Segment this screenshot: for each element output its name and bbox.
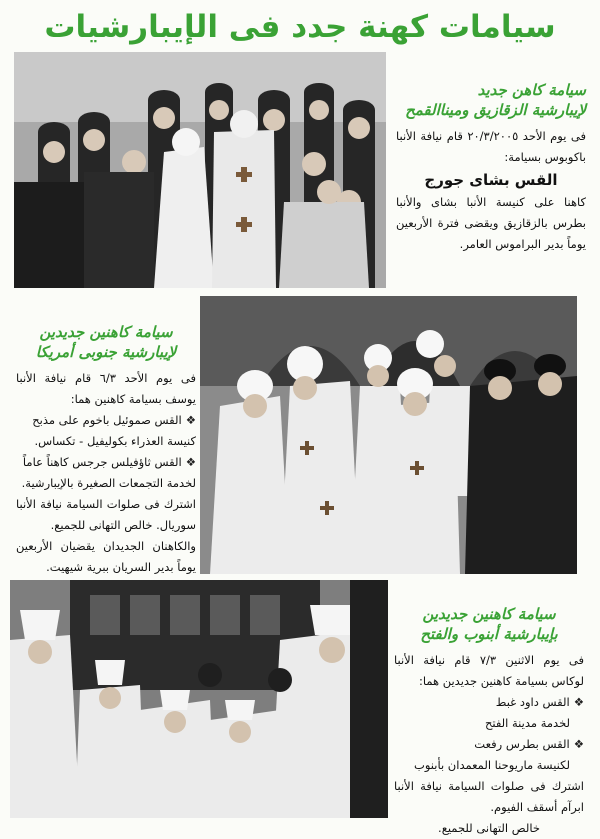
list-item: ❖القس صموئيل باخوم على مذبح كنيسة العذراء بكوليفيل - تكساس.: [32, 413, 196, 448]
paragraph: خالص التهانى للجميع.: [438, 821, 540, 835]
section-heading: بإيبارشية أبنوب والفتح: [420, 625, 558, 643]
section-heading: سيامة كاهنين جديدين: [39, 323, 173, 341]
page-title: سيامات كهنة جدد فى الإيبارشيات: [44, 9, 556, 45]
list-item-sub: لكنيسة ماريوحنا المعمدان بأبنوب: [414, 758, 570, 772]
list-item: ❖القس ثاؤفيلس جرجس كاهناً عاماً لخدمة التجمعات الصغيرة بالإيبارشية.: [21, 455, 196, 490]
list-item-text: القس داود غبط: [495, 695, 570, 709]
ordination-photo-south-america: [200, 296, 577, 574]
section-heading: سيامة كاهن جديد: [477, 81, 586, 99]
list-item-text: القس ثاؤفيلس جرجس كاهناً عاماً لخدمة التجمعات الصغيرة بالإيبارشية.: [21, 455, 196, 490]
section-south-america-text: [16, 322, 196, 578]
section-heading: سيامة كاهنين جديدين: [422, 605, 556, 623]
ordination-photo-abnoub: [10, 580, 388, 818]
list-item-text: القس صموئيل باخوم على مذبح كنيسة العذراء بكوليفيل - تكساس.: [32, 413, 196, 448]
list-item-text: القس بطرس رفعت: [474, 737, 570, 751]
list-item: ❖القس داود غبط: [495, 695, 584, 709]
section-abnoub-text: [394, 604, 584, 839]
section-heading: لإيبارشية جنوبى أمريكا: [35, 343, 177, 361]
section-zagazig-text: [396, 80, 586, 255]
ordination-photo-zagazig: [14, 52, 386, 288]
paragraph: والكاهنان الجديدان يقضيان الأربعين يوماً بدير السريان ببرية شيهيت.: [16, 539, 196, 574]
paragraph: اشترك فى صلوات السيامة نيافة الأنبا ابرآم أسقف الفيوم.: [394, 779, 584, 814]
paragraph: كاهنا على كنيسة الأنبا بشاى والأنبا بطرس بالزقازيق ويقضى فترة الأربعين يوماً بدير البراموس العامر.: [396, 195, 586, 251]
section-heading: لإيبارشية الزقازيق وميناالقمح: [405, 101, 586, 119]
list-item: ❖القس بطرس رفعت: [474, 737, 584, 751]
paragraph: فى يوم الأحد ٦/٣ قام نيافة الأنبا يوسف بسيامة كاهنين هما:: [16, 371, 196, 406]
paragraph: فى يوم الاثنين ٧/٣ قام نيافة الأنبا لوكاس بسيامة كاهنين جديدين هما:: [394, 653, 584, 688]
list-item-sub: لخدمة مدينة الفتح: [484, 716, 570, 730]
paragraph: اشترك فى صلوات السيامة نيافة الأنبا سوريال. خالص التهانى للجميع.: [16, 497, 196, 532]
priest-name: القس بشاى جورج: [424, 171, 558, 189]
paragraph: فى يوم الأحد ٢٠/٣/٢٠٠٥ قام نيافة الأنبا باكوبوس بسيامة:: [396, 129, 586, 164]
